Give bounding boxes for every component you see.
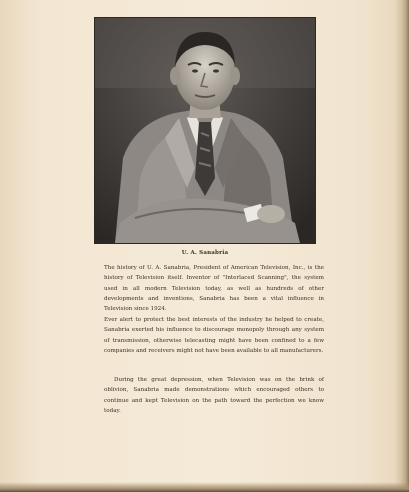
paragraph-history: The history of U. A. Sanabria, President of American Television, Inc., is the history of Television itself. Inventor of "Interlaced Scanning", the system used in all modern Television today, as well as hundreds of other developments and inventions, Sanabria has been a vital influence in Television since 1924. (104, 265, 324, 313)
paragraph-monopoly: Ever alert to protect the best interests of the industry he helped to create, Sanabria exerted his influence to discourage monopoly through any system of transmission, otherwise telecasting might have been confined to a few companies and receivers might not have been available to all manufacturers. (104, 317, 324, 354)
page-edge-right (395, 0, 409, 492)
portrait-illustration (95, 18, 315, 243)
portrait-photo (95, 18, 315, 243)
page-edge-bottom (0, 482, 409, 492)
photo-caption: U. A. Sanabria (181, 250, 229, 256)
paragraph-depression: During the great depression, when Television was on the brink of oblivion, Sanabria made demonstrations which encouraged others to continue and kept Television on the path toward the perfection we know today. (104, 377, 324, 414)
